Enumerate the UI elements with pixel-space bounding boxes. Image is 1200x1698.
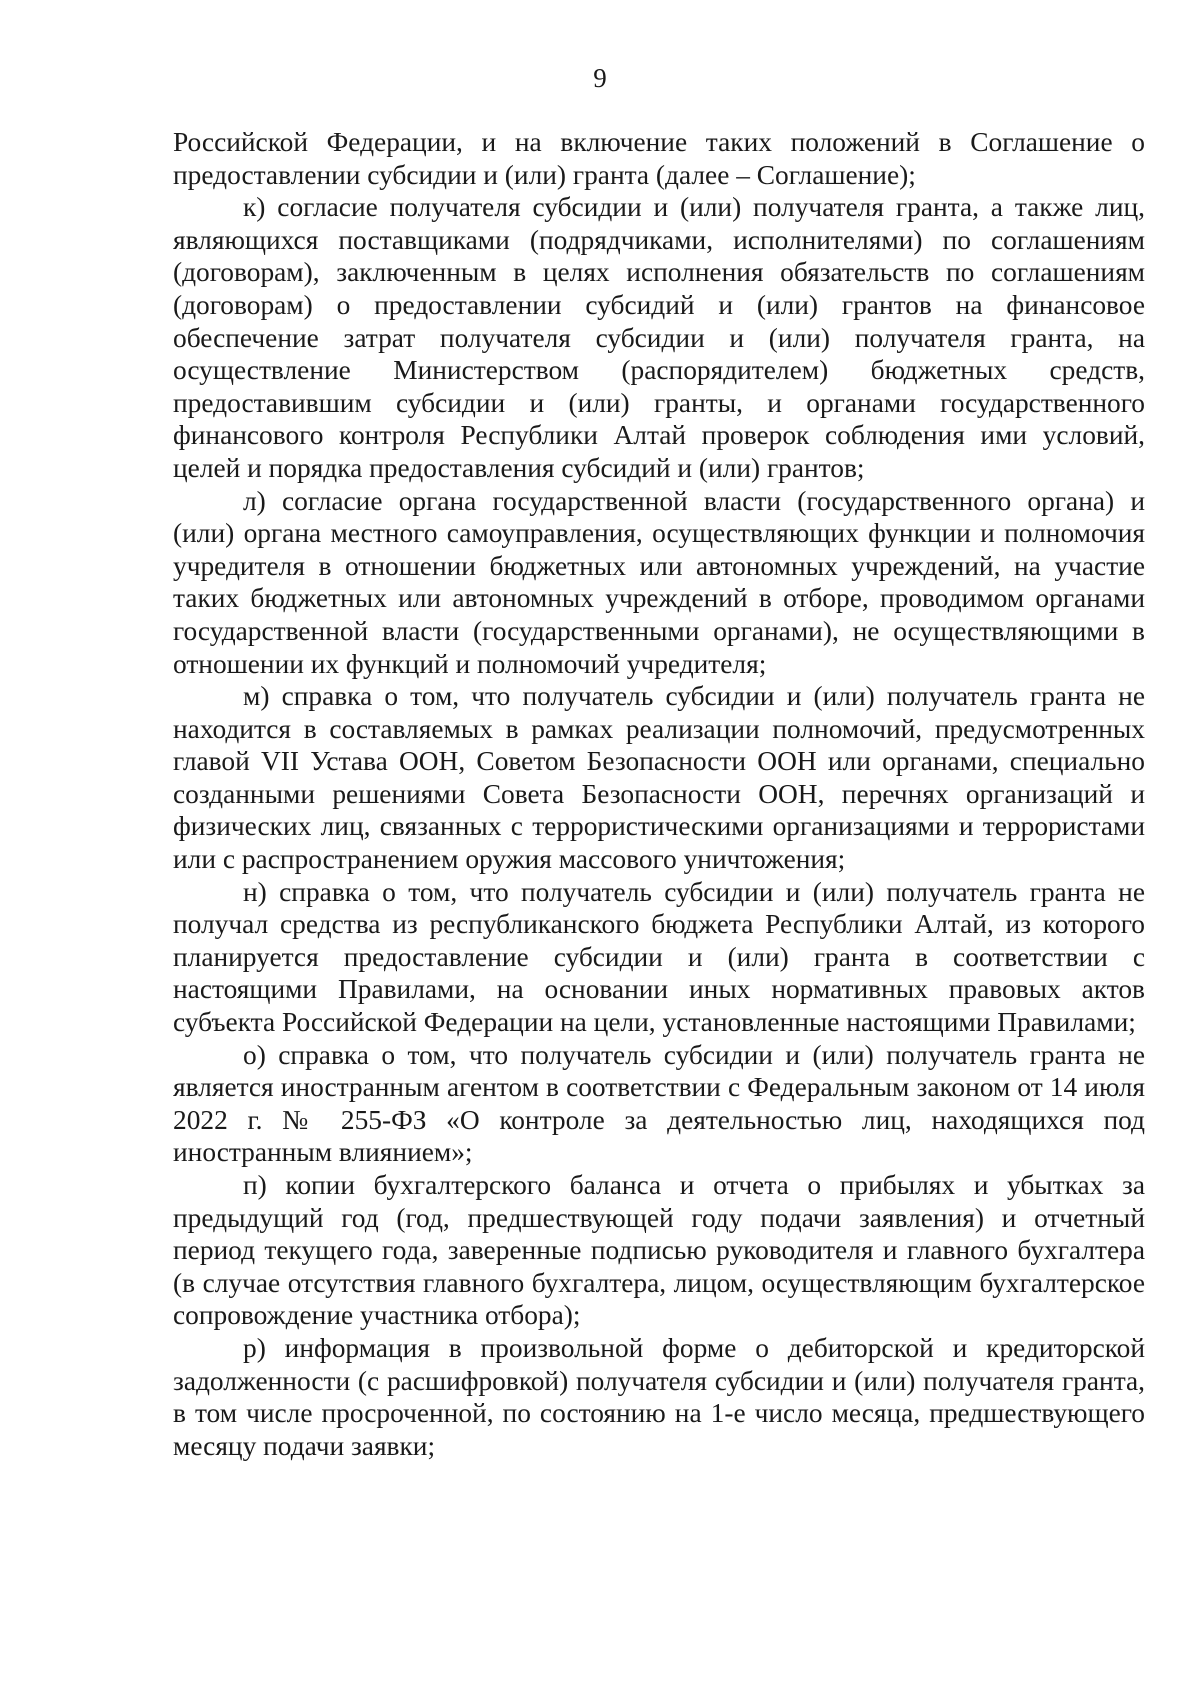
paragraph-item-k: к) согласие получателя субсидии и (или) получателя гранта, а также лиц, являющихся поставщиками (подрядчиками, исполнителями) по соглашениям (договорам), заключенным в целях исполнения обязательств по соглашениям (договорам) о предоставлении субсидий и (или) грантов на финансовое обеспечение затрат получателя субсидии и (или) получателя гранта, на осуществление Министерством (распорядителем) бюджетных средств, предоставившим субсидии и (или) гранты, и органами государственного финансового контроля Республики Алтай проверок соблюдения ими условий, целей и порядка предоставления субсидий и (или) грантов; [173, 192, 1145, 483]
document-body [173, 126, 1145, 1462]
paragraph-item-n: н) справка о том, что получатель субсидии и (или) получатель гранта не получал средства из республиканского бюджета Республики Алтай, из которого планируется предоставление субсидии и (или) гранта в соответствии с настоящими Правилами, на основании иных нормативных правовых актов субъекта Российской Федерации на цели, установленные настоящими Правилами; [173, 876, 1145, 1038]
paragraph-item-p: п) копии бухгалтерского баланса и отчета о прибылях и убытках за предыдущий год (год, предшествующей году подачи заявления) и отчетный период текущего года, заверенные подписью руководителя и главного бухгалтера (в случае отсутствия главного бухгалтера, лицом, осуществляющим бухгалтерское сопровождение участника отбора); [173, 1170, 1145, 1331]
paragraph-continuation: Российской Федерации, и на включение таких положений в Соглашение о предоставлении субсидии и (или) гранта (далее – Соглашение); [173, 127, 1145, 190]
page-number: 9 [593, 63, 607, 93]
paragraph-item-o: о) справка о том, что получатель субсидии и (или) получатель гранта не является иностранным агентом в соответствии с Федеральным законом от 14 июля 2022 г. № 255-ФЗ «О контроле за деятельностью лиц, находящихся под иностранным влиянием»; [173, 1039, 1145, 1168]
paragraph-item-m: м) справка о том, что получатель субсидии и (или) получатель гранта не находится в составляемых в рамках реализации полномочий, предусмотренных главой VII Устава ООН, Советом Безопасности ООН или органами, специально созданными решениями Совета Безопасности ООН, перечнях организаций и физических лиц, связанных с террористическими организациями и террористами или с распространением оружия массового уничтожения; [173, 681, 1145, 875]
paragraph-item-l: л) согласие органа государственной власти (государственного органа) и (или) органа местного самоуправления, осуществляющих функции и полномочия учредителя в отношении бюджетных или автономных учреждений, на участие таких бюджетных или автономных учреждений в отборе, проводимом органами государственной власти (государственными органами), не осуществляющими в отношении их функций и полномочий учредителя; [173, 485, 1145, 679]
paragraph-item-r: р) информация в произвольной форме о дебиторской и кредиторской задолженности (с расшифровкой) получателя субсидии и (или) получателя гранта, в том числе просроченной, по состоянию на 1-е число месяца, предшествующего месяцу подачи заявки; [173, 1332, 1145, 1461]
